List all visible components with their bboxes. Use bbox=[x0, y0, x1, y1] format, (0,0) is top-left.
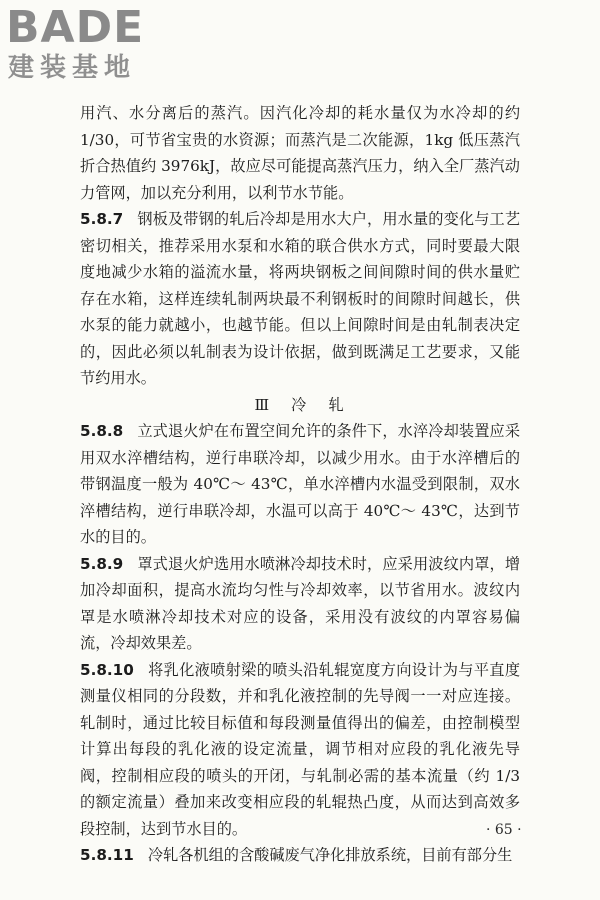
clause-number: 5.8.7 bbox=[80, 210, 124, 228]
paragraph-text: 立式退火炉在布置空间允许的条件下，水淬冷却装置应采用双水淬槽结构，逆行串联冷却，以减少用水。由于水淬槽后的带钢温度一般为 40℃～ 43℃，单水淬槽内水温受到限制，双水淬槽结构，逆行串联冷却，水温可以高于 40℃～ 43℃，达到节水的目的。 bbox=[80, 422, 520, 546]
section-word-2: 轧 bbox=[328, 395, 346, 414]
paragraph-5-8-11 bbox=[80, 842, 520, 869]
logo-main-text: BADE bbox=[6, 2, 145, 53]
logo-sub-text: 建装基地 bbox=[8, 53, 137, 83]
paragraph bbox=[80, 100, 520, 206]
paragraph-text: 冷轧各机组的含酸碱废气净化排放系统，目前有部分生 bbox=[147, 846, 513, 864]
site-logo bbox=[6, 4, 196, 84]
clause-number: 5.8.10 bbox=[80, 660, 134, 679]
document-body bbox=[80, 100, 520, 869]
section-numeral: Ⅲ bbox=[254, 395, 272, 414]
paragraph-text: 将乳化液喷射梁的喷头沿轧辊宽度方向设计为与平直度测量仪相同的分段数，并和乳化液控制的先导阀一一对应连接。轧制时，通过比较目标值和每段测量值得出的偏差，由控制模型计算出每段的乳化液的设定流量，调节相对应段的乳化液先导阀，控制相应段的喷头的开闭，与轧制必需的基本流量（约 1/3 的额定流量）叠加来改变相应段的轧辊热凸度，从而达到高效多段控制，达到节水目的。 bbox=[80, 660, 520, 838]
paragraph-5-8-9 bbox=[80, 551, 520, 657]
paragraph-5-8-7 bbox=[80, 206, 520, 392]
paragraph-5-8-10 bbox=[80, 657, 520, 843]
clause-number: 5.8.8 bbox=[80, 422, 124, 440]
paragraph-5-8-8 bbox=[80, 418, 520, 551]
clause-number: 5.8.11 bbox=[80, 846, 134, 864]
paragraph-text: 用汽、水分离后的蒸汽。因汽化冷却的耗水量仅为水冷却的约 1/30，可节省宝贵的水资源；而蒸汽是二次能源，1kg 低压蒸汽折合热值约 3976kJ，故应尽可能提高蒸汽压力，纳入全厂蒸汽动力管网，加以充分利用，以利节水节能。 bbox=[80, 104, 520, 202]
page-number: · 65 · bbox=[486, 822, 522, 838]
paragraph-text: 钢板及带钢的轧后冷却是用水大户，用水量的变化与工艺密切相关，推荐采用水泵和水箱的联合供水方式，同时要最大限度地减少水箱的溢流水量，将两块钢板之间间隙时间的供水量贮存在水箱，这样连续轧制两块最不利钢板时的间隙时间越长，供水泵的能力就越小，也越节能。但以上间隙时间是由轧制表决定的，因此必须以轧制表为设计依据，做到既满足工艺要求，又能节约用水。 bbox=[80, 210, 520, 387]
clause-number: 5.8.9 bbox=[80, 554, 124, 573]
paragraph-text: 罩式退火炉选用水喷淋冷却技术时，应采用波纹内罩，增加冷却面积，提高水流均匀性与冷却效率，以节省用水。波纹内罩是水喷淋冷却技术对应的设备，采用没有波纹的内罩容易偏流，冷却效果差。 bbox=[80, 554, 520, 652]
section-word-1: 冷 bbox=[291, 395, 309, 414]
section-heading bbox=[80, 392, 520, 419]
